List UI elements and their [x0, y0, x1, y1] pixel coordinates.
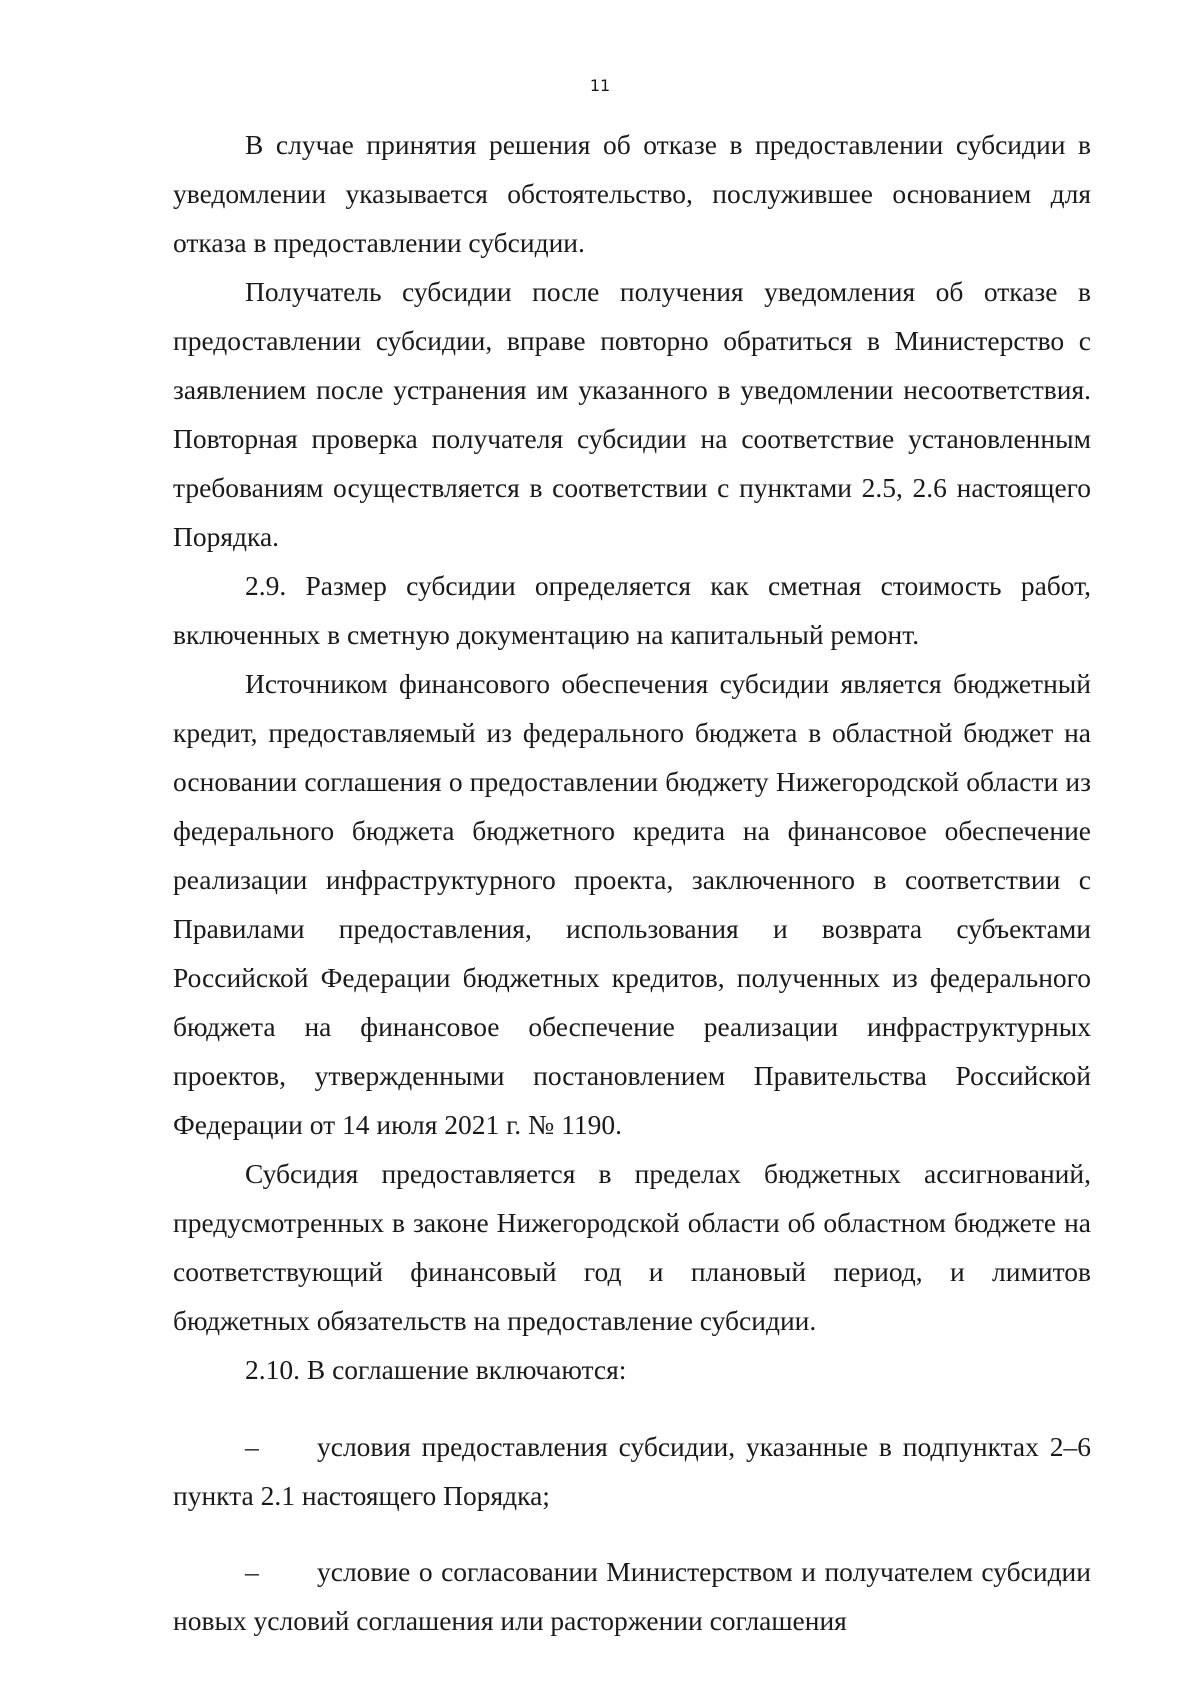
list-item-text: условия предоставления субсидии, указанные в подпунктах 2–6 пункта 2.1 настоящего Порядка; [173, 1430, 1091, 1511]
paragraph-subsidy-limits: Субсидия предоставляется в пределах бюджетных ассигнований, предусмотренных в законе Нижегородской области об областном бюджете на соответствующий финансовый год и плановый период, и лимитов бюджетных обязательств на предоставление субсидии. [173, 1158, 1091, 1336]
list-item [173, 1547, 1091, 1645]
paragraph-2-9-subsidy-size: 2.9. Размер субсидии определяется как сметная стоимость работ, включенных в сметную документацию на капитальный ремонт. [173, 570, 1091, 650]
paragraph-2-10-agreement: 2.10. В соглашение включаются: [245, 1354, 627, 1385]
list-dash: – [245, 1556, 259, 1587]
paragraph-refusal-notice: В случае принятия решения об отказе в предоставлении субсидии в уведомлении указывается обстоятельство, послужившее основанием для отказа в предоставлении субсидии. [173, 129, 1091, 258]
paragraph-funding-source: Источником финансового обеспечения субсидии является бюджетный кредит, предоставляемый из федерального бюджета в областной бюджет на основании соглашения о предоставлении бюджету Нижегородской области из федерального бюджета бюджетного кредита на финансовое обеспечение реализации инфраструктурного проекта, заключенного в соответствии с Правилами предоставления, использования и возврата субъектами Российской Федерации бюджетных кредитов, полученных из федерального бюджета на финансовое обеспечение реализации инфраструктурных проектов, утвержденными постановлением Правительства Российской Федерации от 14 июля 2021 г. № 1190. [173, 668, 1091, 1140]
list-dash: – [245, 1430, 259, 1462]
list-item [173, 1422, 1091, 1520]
paragraph-reapplication: Получатель субсидии после получения уведомления об отказе в предоставлении субсидии, вправе повторно обратиться в Министерство с заявлением после устранения им указанного в уведомлении несоответствия. Повторная проверка получателя субсидии на соответствие установленным требованиям осуществляется в соответствии с пунктами 2.5, 2.6 настоящего Порядка. [173, 276, 1091, 552]
list-item-text: условие о согласовании Министерством и получателем субсидии новых условий соглашения или расторжении соглашения [173, 1556, 1091, 1636]
document-body [173, 120, 1091, 1673]
page-number: 11 [589, 76, 611, 95]
